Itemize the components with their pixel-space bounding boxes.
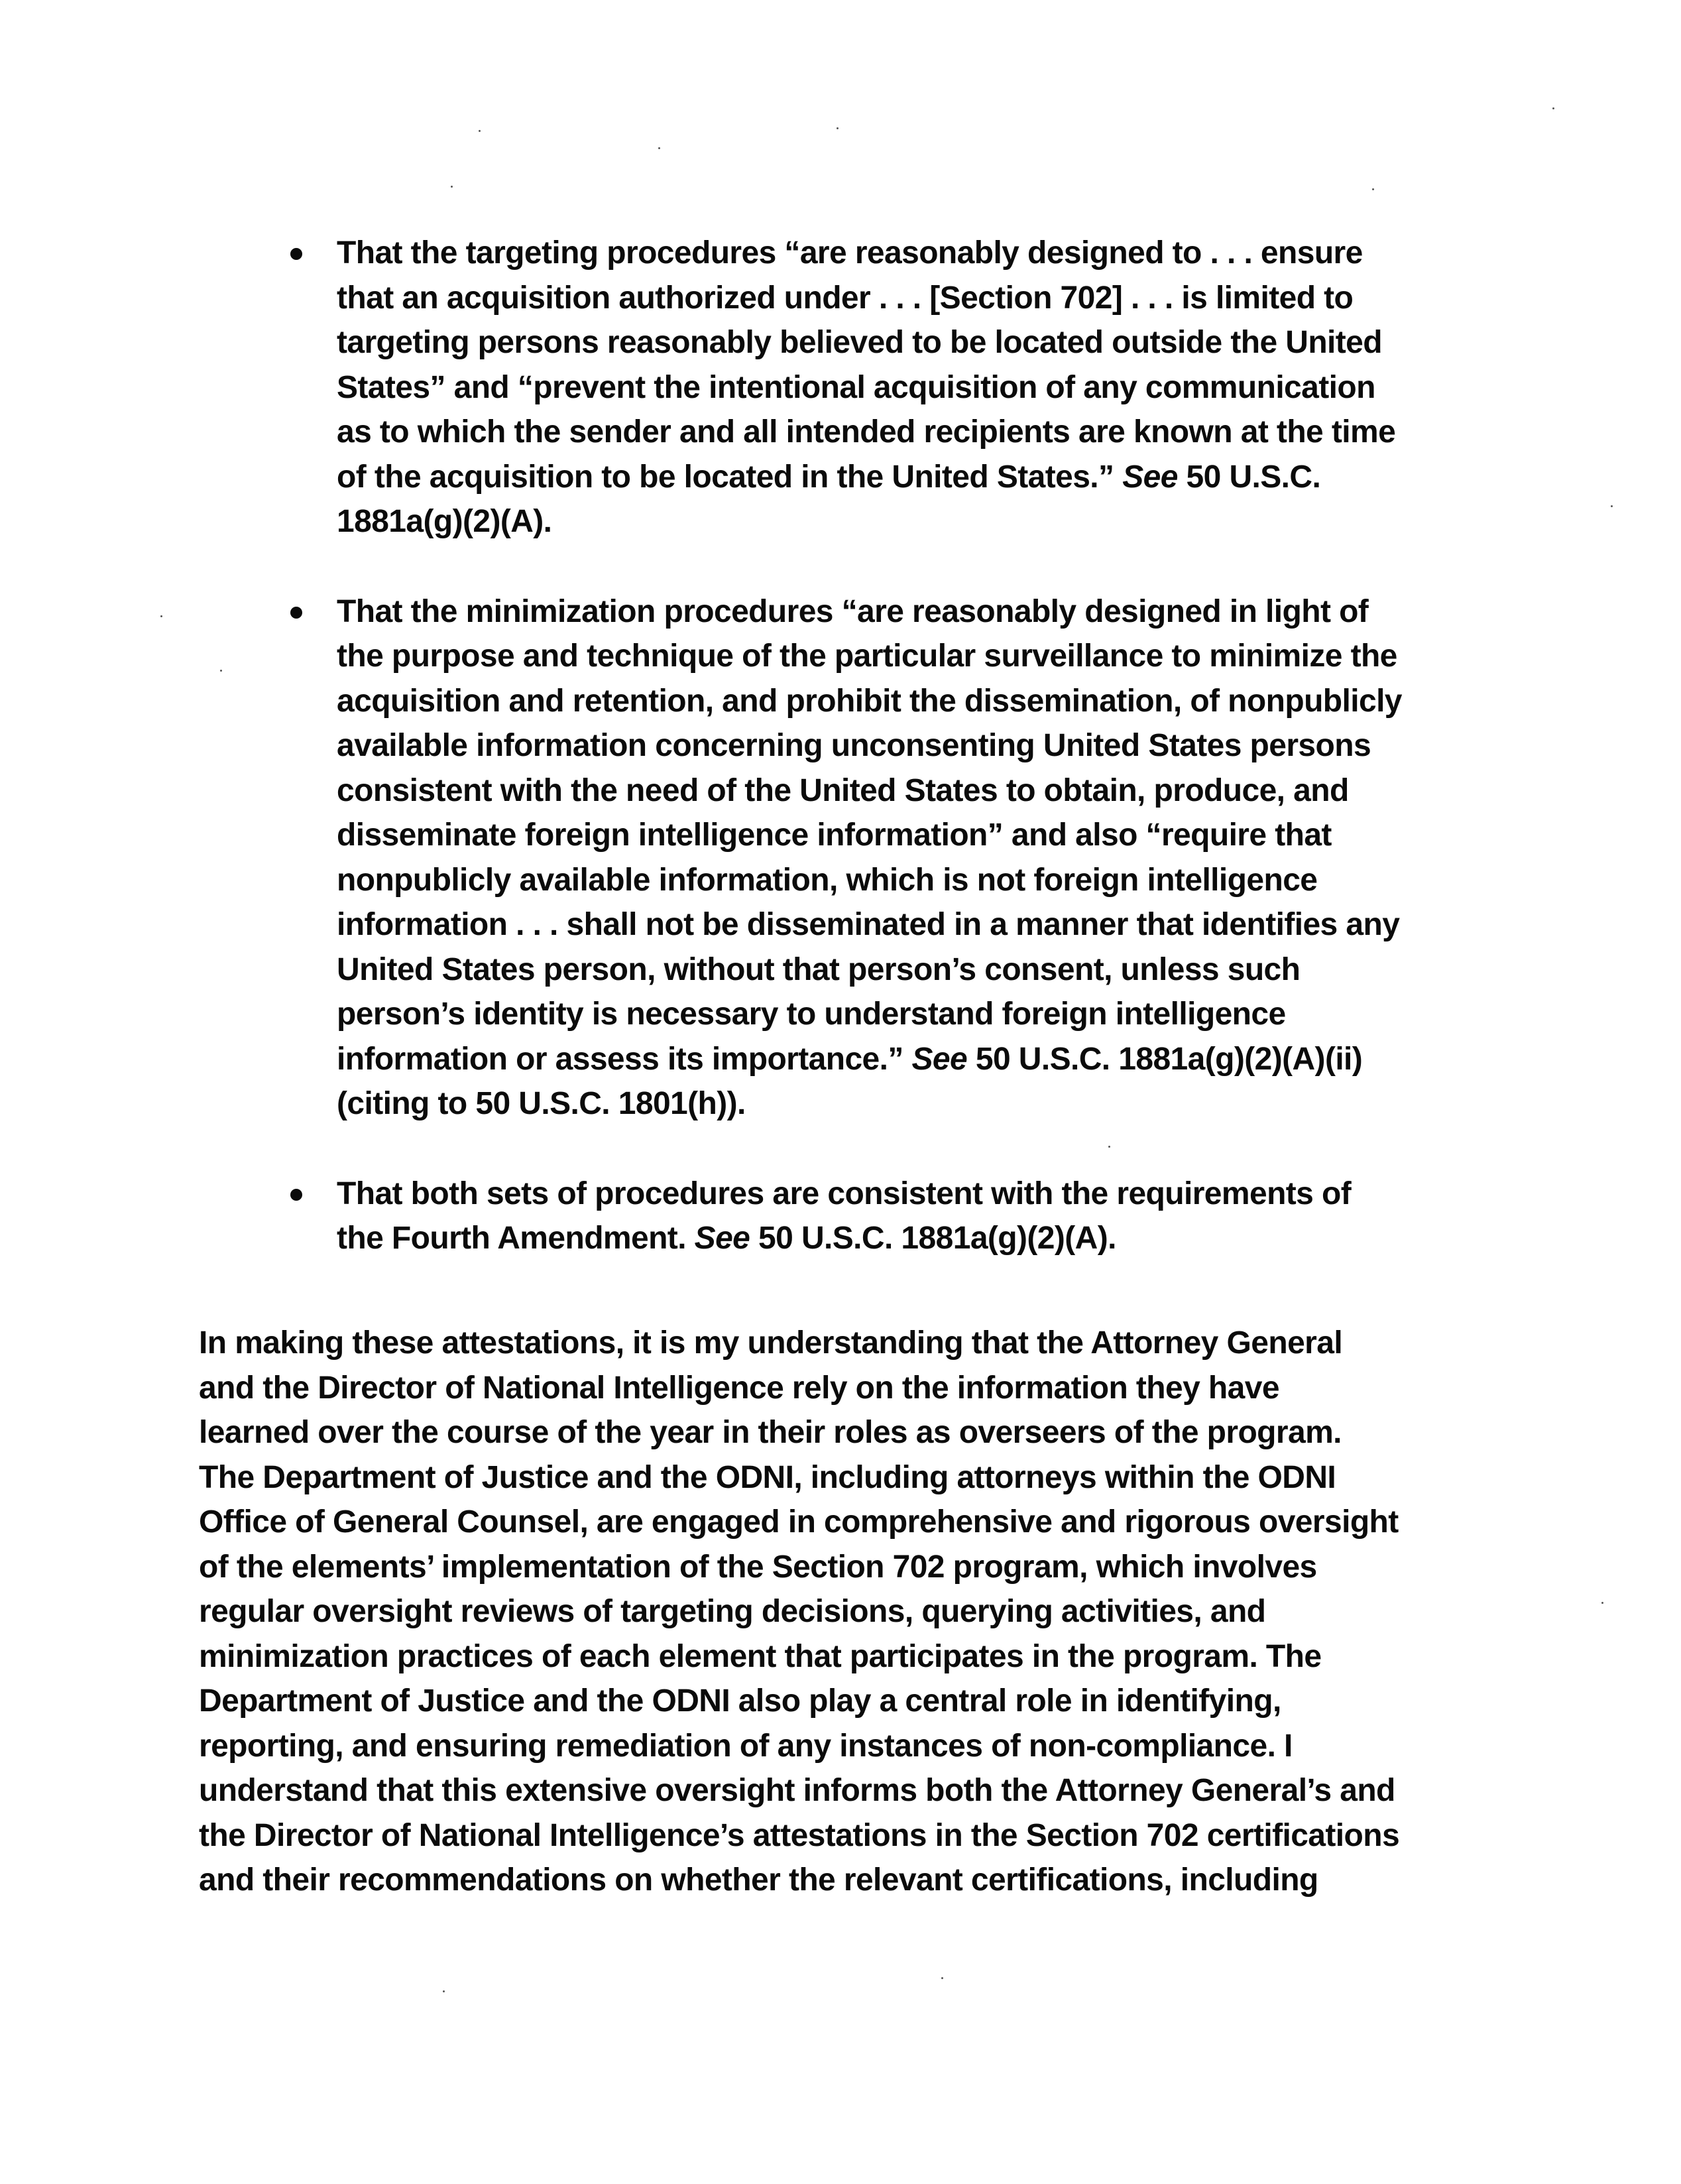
text-line: (citing to 50 U.S.C. 1801(h)). bbox=[337, 1086, 746, 1121]
text-line: targeting persons reasonably believed to be located outside the United bbox=[337, 325, 1382, 360]
text-line: Office of General Counsel, are engaged in comprehensive and rigorous oversight bbox=[199, 1504, 1399, 1540]
text-line: as to which the sender and all intended recipients are known at the time bbox=[337, 414, 1396, 450]
scan-speck bbox=[1552, 107, 1554, 109]
citation-text: 50 U.S.C. bbox=[1177, 459, 1321, 495]
text-line: learned over the course of the year in their roles as overseers of the program. bbox=[199, 1415, 1342, 1450]
scan-speck bbox=[1611, 505, 1613, 507]
text-line: disseminate foreign intelligence information” and also “require that bbox=[337, 818, 1332, 853]
text-line: minimization practices of each element that participates in the program. The bbox=[199, 1638, 1322, 1674]
text-line: person’s identity is necessary to understand foreign intelligence bbox=[337, 997, 1286, 1032]
line-text: the Fourth Amendment. bbox=[337, 1221, 695, 1256]
text-line: 1881a(g)(2)(A). bbox=[337, 504, 552, 539]
text-line: That the minimization procedures “are reasonably designed in light of bbox=[337, 593, 1369, 629]
scan-speck bbox=[837, 127, 839, 129]
citation-text: 50 U.S.C. 1881a(g)(2)(A). bbox=[750, 1221, 1116, 1256]
text-line: and their recommendations on whether the relevant certifications, including bbox=[199, 1862, 1318, 1898]
citation-signal: See bbox=[694, 1221, 750, 1256]
text-line: The Department of Justice and the ODNI, including attorneys within the ODNI bbox=[199, 1459, 1336, 1495]
text-line: In making these attestations, it is my understanding that the Attorney General bbox=[199, 1325, 1343, 1361]
text-line: States” and “prevent the intentional acquisition of any communication bbox=[337, 369, 1375, 405]
scan-speck bbox=[1601, 1602, 1603, 1604]
citation-text: 50 U.S.C. 1881a(g)(2)(A)(ii) bbox=[967, 1041, 1363, 1077]
line-text: of the acquisition to be located in the United States.” bbox=[337, 459, 1123, 495]
citation-signal: See bbox=[1122, 459, 1178, 495]
text-line bbox=[337, 1037, 1444, 1082]
scan-speck bbox=[443, 1990, 445, 1992]
bullet-dot-icon bbox=[290, 607, 302, 619]
text-line: nonpublicly available information, which is not foreign intelligence bbox=[337, 862, 1318, 898]
scan-speck bbox=[479, 130, 481, 132]
bullet-item-fourth-amendment bbox=[290, 1172, 1444, 1261]
text-line bbox=[337, 1216, 1444, 1261]
bullet-dot-icon bbox=[290, 1189, 302, 1201]
text-line: United States person, without that person’s consent, unless such bbox=[337, 951, 1301, 987]
text-line: reporting, and ensuring remediation of any instances of non-compliance. I bbox=[199, 1728, 1293, 1764]
text-line: available information concerning unconsenting United States persons bbox=[337, 728, 1371, 763]
scan-speck bbox=[220, 670, 222, 672]
bullet-list bbox=[290, 231, 1444, 1306]
text-line bbox=[337, 455, 1444, 500]
text-line: and the Director of National Intelligence rely on the information they have bbox=[199, 1370, 1279, 1406]
scan-speck bbox=[160, 615, 162, 617]
bullet-dot-icon bbox=[290, 248, 302, 260]
text-line: the purpose and technique of the particular surveillance to minimize the bbox=[337, 638, 1397, 674]
scan-speck bbox=[658, 147, 660, 149]
text-line: understand that this extensive oversight informs both the Attorney General’s and bbox=[199, 1773, 1395, 1808]
line-text: information or assess its importance.” bbox=[337, 1041, 912, 1077]
text-line: of the elements’ implementation of the Section 702 program, which involves bbox=[199, 1549, 1317, 1585]
bullet-item-targeting bbox=[290, 231, 1444, 544]
text-line: regular oversight reviews of targeting decisions, querying activities, and bbox=[199, 1594, 1266, 1629]
scan-speck bbox=[941, 1977, 943, 1979]
text-line: consistent with the need of the United States to obtain, produce, and bbox=[337, 772, 1349, 808]
body-paragraph bbox=[199, 1321, 1458, 1903]
text-line: Department of Justice and the ODNI also play a central role in identifying, bbox=[199, 1683, 1281, 1719]
bullet-item-minimization bbox=[290, 589, 1444, 1126]
scan-speck bbox=[451, 186, 453, 188]
text-line: that an acquisition authorized under . . . [Section 702] . . . is limited to bbox=[337, 280, 1354, 316]
text-line: the Director of National Intelligence’s attestations in the Section 702 certifications bbox=[199, 1817, 1400, 1853]
scan-speck bbox=[1372, 188, 1374, 190]
text-line: acquisition and retention, and prohibit the dissemination, of nonpublicly bbox=[337, 683, 1402, 719]
text-line: That the targeting procedures “are reasonably designed to . . . ensure bbox=[337, 235, 1363, 271]
text-line: That both sets of procedures are consistent with the requirements of bbox=[337, 1176, 1352, 1211]
text-line: information . . . shall not be disseminated in a manner that identifies any bbox=[337, 907, 1400, 942]
citation-signal: See bbox=[911, 1041, 968, 1077]
